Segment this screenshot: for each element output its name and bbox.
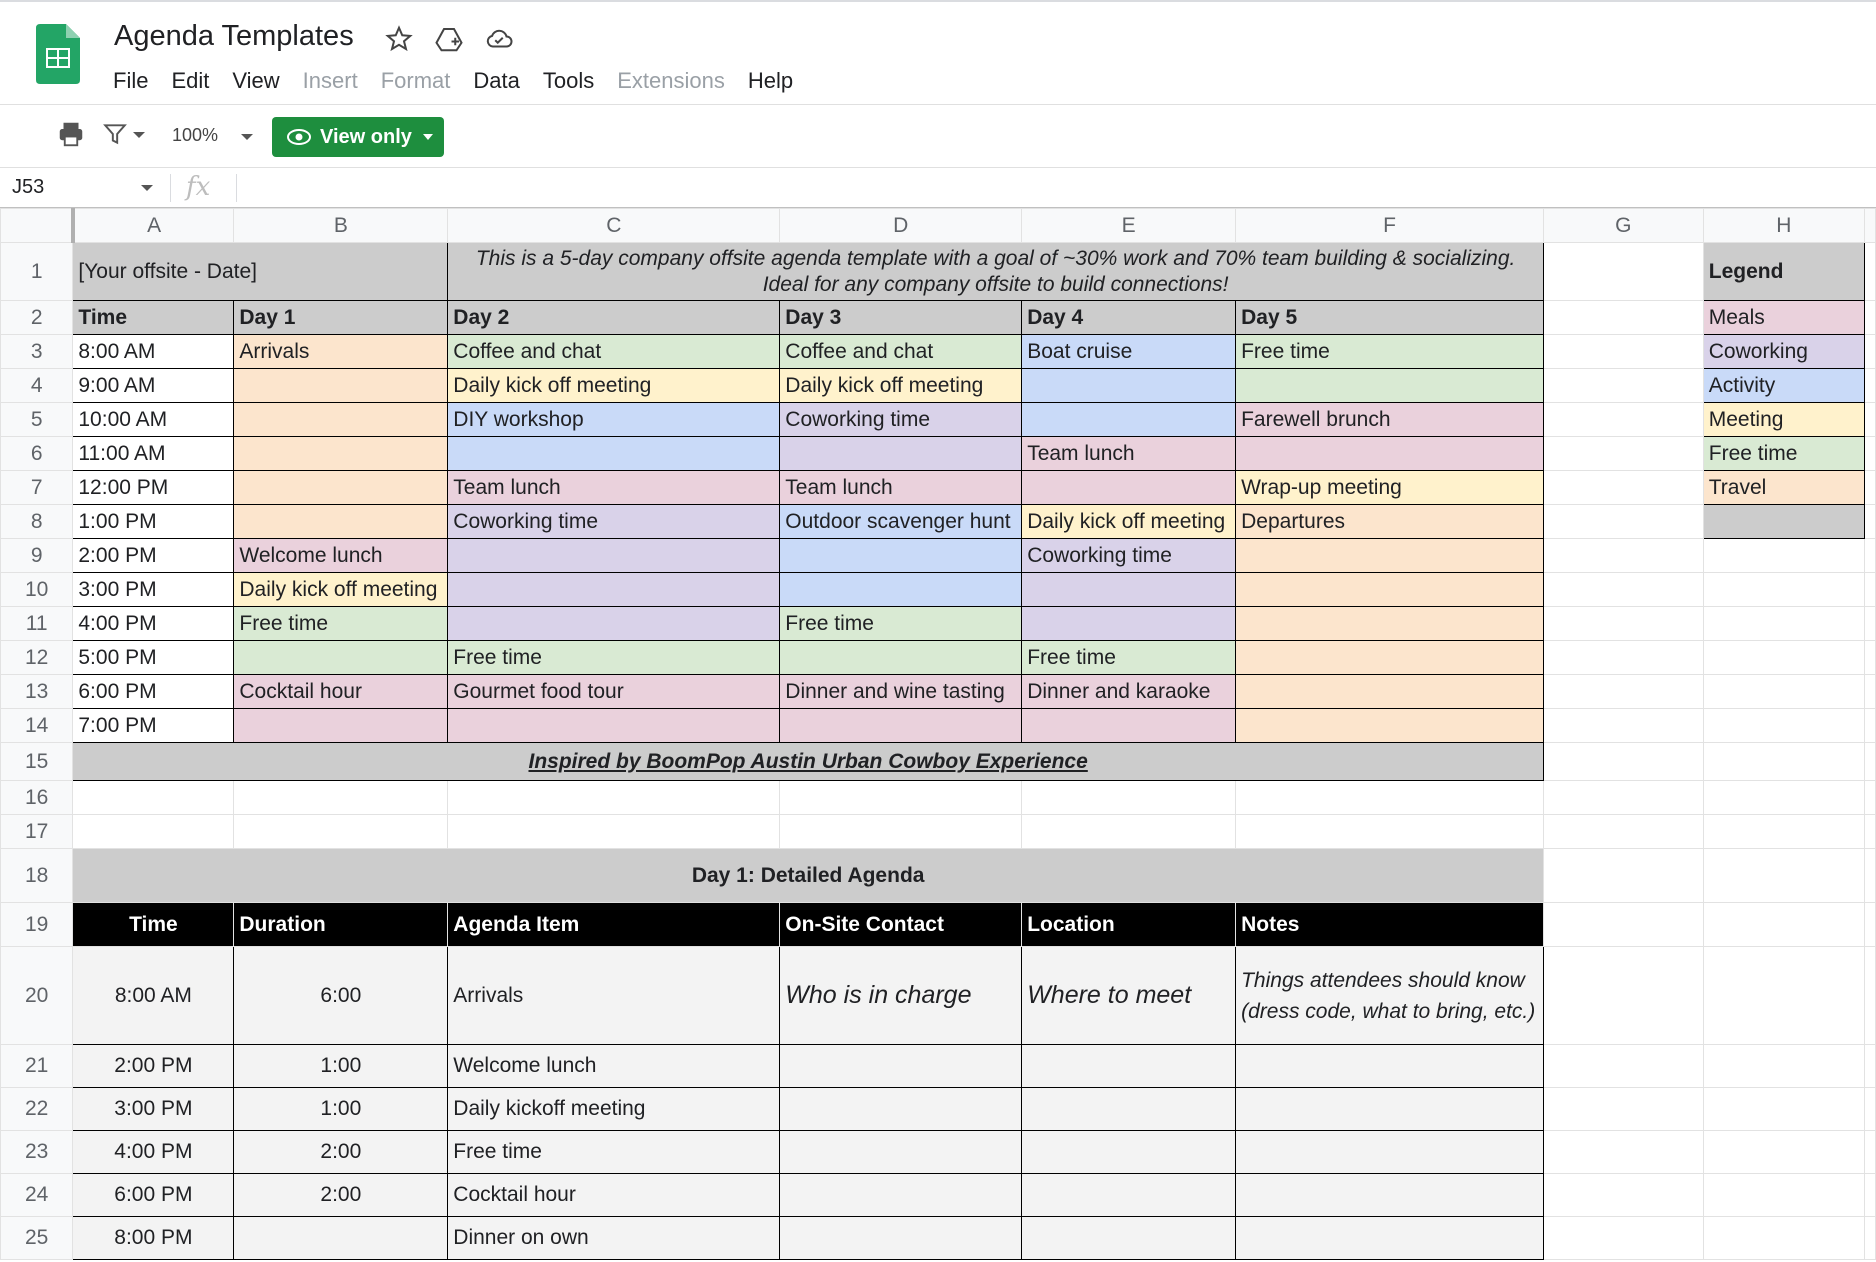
legend-free-time[interactable]: Free time xyxy=(1703,437,1864,471)
star-icon[interactable] xyxy=(384,24,414,54)
column-header-a[interactable]: A xyxy=(73,209,234,243)
cell[interactable] xyxy=(1703,743,1864,781)
schedule-cell[interactable]: Coworking time xyxy=(1022,539,1236,573)
cell[interactable] xyxy=(1543,947,1703,1045)
schedule-cell[interactable]: Coffee and chat xyxy=(780,335,1022,369)
row-header[interactable]: 19 xyxy=(1,903,73,947)
schedule-cell[interactable] xyxy=(234,471,448,505)
cell[interactable] xyxy=(1543,539,1703,573)
cell xyxy=(1864,437,1875,471)
schedule-cell[interactable] xyxy=(234,641,448,675)
schedule-cell[interactable]: Coworking time xyxy=(448,505,780,539)
schedule-cell[interactable] xyxy=(1022,607,1236,641)
schedule-cell[interactable] xyxy=(448,437,780,471)
schedule-cell[interactable] xyxy=(1236,709,1544,743)
detail-time[interactable]: 8:00 AM xyxy=(73,947,234,1045)
cell[interactable] xyxy=(1022,781,1236,815)
row-header[interactable]: 22 xyxy=(1,1088,73,1131)
cell[interactable] xyxy=(1543,369,1703,403)
filter-dropdown-icon[interactable] xyxy=(132,131,146,139)
row-header[interactable]: 2 xyxy=(1,301,73,335)
cell[interactable] xyxy=(1703,947,1864,1045)
column-header-b[interactable]: B xyxy=(234,209,448,243)
schedule-cell[interactable] xyxy=(234,403,448,437)
menu-extensions: Extensions xyxy=(617,68,725,93)
cell xyxy=(1864,947,1875,1045)
cell xyxy=(1864,709,1875,743)
cell[interactable] xyxy=(1543,437,1703,471)
cell[interactable] xyxy=(1543,301,1703,335)
schedule-cell[interactable]: Boat cruise xyxy=(1022,335,1236,369)
filter-icon[interactable] xyxy=(102,119,128,149)
cell xyxy=(1864,743,1875,781)
schedule-cell[interactable]: Coworking time xyxy=(780,403,1022,437)
row-header[interactable]: 20 xyxy=(1,947,73,1045)
cell[interactable] xyxy=(1703,1131,1864,1174)
time-cell[interactable]: 7:00 PM xyxy=(73,709,234,743)
cell[interactable] xyxy=(1543,1088,1703,1131)
chevron-down-icon xyxy=(422,133,434,141)
cell[interactable] xyxy=(1236,815,1544,849)
cell xyxy=(1864,675,1875,709)
formula-divider xyxy=(170,174,171,202)
inspired-by-link[interactable]: Inspired by BoomPop Austin Urban Cowboy Experience xyxy=(73,743,1544,781)
detail-duration[interactable] xyxy=(234,1217,448,1260)
detail-location[interactable] xyxy=(1022,1217,1236,1260)
detail-location[interactable] xyxy=(1022,1088,1236,1131)
column-header-h[interactable]: H xyxy=(1703,209,1864,243)
header-day-2[interactable]: Day 2 xyxy=(448,301,780,335)
detail-duration[interactable]: 6:00 xyxy=(234,947,448,1045)
time-cell[interactable]: 5:00 PM xyxy=(73,641,234,675)
cell xyxy=(1864,539,1875,573)
name-box-dropdown-icon[interactable] xyxy=(140,184,154,192)
header-day-3[interactable]: Day 3 xyxy=(780,301,1022,335)
cell[interactable] xyxy=(1703,709,1864,743)
cell xyxy=(1864,369,1875,403)
formula-divider-2 xyxy=(236,174,237,202)
cell[interactable] xyxy=(234,781,448,815)
cell[interactable] xyxy=(780,781,1022,815)
cell xyxy=(1864,1174,1875,1217)
schedule-cell[interactable]: Dinner and wine tasting xyxy=(780,675,1022,709)
zoom-dropdown-icon[interactable] xyxy=(240,133,254,141)
cell[interactable] xyxy=(1703,573,1864,607)
cell[interactable] xyxy=(1543,849,1703,903)
cell[interactable] xyxy=(1543,815,1703,849)
cell xyxy=(1864,607,1875,641)
cloud-saved-icon[interactable] xyxy=(484,24,514,54)
cell[interactable] xyxy=(1543,1045,1703,1088)
schedule-cell[interactable] xyxy=(1022,471,1236,505)
schedule-cell[interactable] xyxy=(234,437,448,471)
cell[interactable] xyxy=(1543,471,1703,505)
schedule-cell[interactable]: Gourmet food tour xyxy=(448,675,780,709)
cell xyxy=(1864,1045,1875,1088)
schedule-cell[interactable] xyxy=(780,709,1022,743)
detail-duration[interactable]: 2:00 xyxy=(234,1174,448,1217)
cell xyxy=(1864,641,1875,675)
description-line-2: Ideal for any company offsite to build connections! xyxy=(762,272,1229,296)
row-header[interactable]: 16 xyxy=(1,781,73,815)
row-header[interactable]: 4 xyxy=(1,369,73,403)
cell[interactable] xyxy=(1236,781,1544,815)
detail-agenda-item[interactable]: Dinner on own xyxy=(448,1217,780,1260)
time-cell[interactable]: 4:00 PM xyxy=(73,607,234,641)
schedule-cell[interactable]: Team lunch xyxy=(1022,437,1236,471)
detail-location[interactable] xyxy=(1022,1045,1236,1088)
schedule-cell[interactable]: DIY workshop xyxy=(448,403,780,437)
detail-time[interactable]: 6:00 PM xyxy=(73,1174,234,1217)
schedule-cell[interactable] xyxy=(1236,573,1544,607)
time-cell[interactable]: 3:00 PM xyxy=(73,573,234,607)
cell[interactable] xyxy=(1703,849,1864,903)
schedule-cell[interactable]: Cocktail hour xyxy=(234,675,448,709)
schedule-cell[interactable] xyxy=(1022,573,1236,607)
cell[interactable] xyxy=(73,781,234,815)
move-to-drive-icon[interactable] xyxy=(434,24,464,54)
detail-duration[interactable]: 1:00 xyxy=(234,1045,448,1088)
column-header-e[interactable]: E xyxy=(1022,209,1236,243)
detail-duration[interactable]: 2:00 xyxy=(234,1131,448,1174)
detail-agenda-item[interactable]: Free time xyxy=(448,1131,780,1174)
detail-agenda-item[interactable]: Arrivals xyxy=(448,947,780,1045)
detail-contact[interactable] xyxy=(780,1131,1022,1174)
document-title[interactable]: Agenda Templates xyxy=(114,20,354,52)
schedule-cell[interactable]: Dinner and karaoke xyxy=(1022,675,1236,709)
detail-notes[interactable] xyxy=(1236,1174,1544,1217)
cell xyxy=(1864,1217,1875,1260)
cell[interactable] xyxy=(780,815,1022,849)
detail-notes[interactable] xyxy=(1236,1045,1544,1088)
schedule-cell[interactable]: Departures xyxy=(1236,505,1544,539)
row-header[interactable]: 14 xyxy=(1,709,73,743)
row-header[interactable]: 5 xyxy=(1,403,73,437)
schedule-cell[interactable] xyxy=(1236,539,1544,573)
menu-tools[interactable]: Tools xyxy=(542,68,595,93)
detail-notes[interactable]: Things attendees should know (dress code, what to bring, etc.) xyxy=(1236,947,1544,1045)
detail-header-time[interactable]: Time xyxy=(73,903,234,947)
cell[interactable] xyxy=(1022,815,1236,849)
column-header-g[interactable]: G xyxy=(1543,209,1703,243)
detail-duration[interactable]: 1:00 xyxy=(234,1088,448,1131)
schedule-cell[interactable] xyxy=(1236,607,1544,641)
cell xyxy=(1864,1131,1875,1174)
cell xyxy=(1864,243,1875,301)
time-cell[interactable]: 12:00 PM xyxy=(73,471,234,505)
schedule-cell[interactable] xyxy=(780,641,1022,675)
select-all-corner[interactable] xyxy=(1,209,73,243)
header-day-4[interactable]: Day 4 xyxy=(1022,301,1236,335)
schedule-cell[interactable] xyxy=(1022,709,1236,743)
row-header[interactable]: 3 xyxy=(1,335,73,369)
schedule-cell[interactable]: Free time xyxy=(234,607,448,641)
app-header xyxy=(0,0,1876,104)
detail-time[interactable]: 8:00 PM xyxy=(73,1217,234,1260)
detail-agenda-item[interactable]: Welcome lunch xyxy=(448,1045,780,1088)
cell[interactable] xyxy=(1703,539,1864,573)
cell[interactable] xyxy=(1703,607,1864,641)
time-cell[interactable]: 1:00 PM xyxy=(73,505,234,539)
schedule-cell[interactable]: Welcome lunch xyxy=(234,539,448,573)
cell[interactable] xyxy=(1543,607,1703,641)
detail-header-contact[interactable]: On-Site Contact xyxy=(780,903,1022,947)
formula-bar xyxy=(0,168,1876,208)
menu-view[interactable]: View xyxy=(232,68,280,93)
schedule-cell[interactable] xyxy=(1236,369,1544,403)
time-cell[interactable]: 10:00 AM xyxy=(73,403,234,437)
cell[interactable] xyxy=(448,815,780,849)
detail-contact[interactable] xyxy=(780,1088,1022,1131)
cell[interactable] xyxy=(234,815,448,849)
detail-header-agenda-item[interactable]: Agenda Item xyxy=(448,903,780,947)
name-box[interactable]: J53 xyxy=(12,176,45,198)
cell xyxy=(1864,1088,1875,1131)
schedule-cell[interactable] xyxy=(448,573,780,607)
cell[interactable] xyxy=(1543,903,1703,947)
detail-notes[interactable] xyxy=(1236,1217,1544,1260)
row-header[interactable]: 11 xyxy=(1,607,73,641)
fx-icon: fx xyxy=(186,172,211,202)
schedule-cell[interactable]: Free time xyxy=(1236,335,1544,369)
legend-travel[interactable]: Travel xyxy=(1703,471,1864,505)
schedule-cell[interactable] xyxy=(448,539,780,573)
column-header-f[interactable]: F xyxy=(1236,209,1544,243)
cell[interactable] xyxy=(1703,675,1864,709)
detail-time[interactable]: 2:00 PM xyxy=(73,1045,234,1088)
cell[interactable] xyxy=(1703,781,1864,815)
detail-time[interactable]: 3:00 PM xyxy=(73,1088,234,1131)
row-header[interactable]: 8 xyxy=(1,505,73,539)
legend-coworking[interactable]: Coworking xyxy=(1703,335,1864,369)
cell[interactable] xyxy=(1543,1131,1703,1174)
legend-meals[interactable]: Meals xyxy=(1703,301,1864,335)
schedule-cell[interactable] xyxy=(234,709,448,743)
view-only-label: View only xyxy=(320,125,412,148)
row-header[interactable]: 9 xyxy=(1,539,73,573)
header-day-5[interactable]: Day 5 xyxy=(1236,301,1544,335)
cell xyxy=(1864,903,1875,947)
detail-location[interactable] xyxy=(1022,1131,1236,1174)
cell xyxy=(1864,505,1875,539)
legend-meeting[interactable]: Meeting xyxy=(1703,403,1864,437)
menu-format: Format xyxy=(380,68,451,93)
cell[interactable] xyxy=(1543,505,1703,539)
header-day-1[interactable]: Day 1 xyxy=(234,301,448,335)
detailed-agenda-title[interactable]: Day 1: Detailed Agenda xyxy=(73,849,1544,903)
schedule-cell[interactable]: Free time xyxy=(448,641,780,675)
menu-bar xyxy=(113,68,816,94)
schedule-cell[interactable] xyxy=(1236,675,1544,709)
detail-contact[interactable] xyxy=(780,1217,1022,1260)
row-header[interactable]: 6 xyxy=(1,437,73,471)
cell[interactable] xyxy=(1703,1088,1864,1131)
cell xyxy=(1864,335,1875,369)
schedule-cell[interactable] xyxy=(1236,437,1544,471)
schedule-cell[interactable] xyxy=(780,539,1022,573)
cell[interactable] xyxy=(1543,781,1703,815)
row-header[interactable]: 25 xyxy=(1,1217,73,1260)
time-cell[interactable]: 11:00 AM xyxy=(73,437,234,471)
schedule-cell[interactable]: Daily kick off meeting xyxy=(234,573,448,607)
cell[interactable] xyxy=(1543,403,1703,437)
schedule-cell[interactable] xyxy=(780,437,1022,471)
cell xyxy=(1864,815,1875,849)
time-cell[interactable]: 8:00 AM xyxy=(73,335,234,369)
schedule-cell[interactable]: Arrivals xyxy=(234,335,448,369)
header-time[interactable]: Time xyxy=(73,301,234,335)
schedule-cell[interactable] xyxy=(234,505,448,539)
schedule-cell[interactable]: Daily kick off meeting xyxy=(1022,505,1236,539)
schedule-cell[interactable] xyxy=(234,369,448,403)
time-cell[interactable]: 2:00 PM xyxy=(73,539,234,573)
menu-file[interactable]: File xyxy=(113,68,149,93)
cell[interactable] xyxy=(1543,243,1703,301)
detail-notes[interactable] xyxy=(1236,1131,1544,1174)
detail-header-location[interactable]: Location xyxy=(1022,903,1236,947)
cell[interactable] xyxy=(73,815,234,849)
legend-blank[interactable] xyxy=(1703,505,1864,539)
schedule-cell[interactable]: Daily kick off meeting xyxy=(448,369,780,403)
sheets-logo-icon[interactable] xyxy=(36,24,80,84)
row-header[interactable]: 7 xyxy=(1,471,73,505)
eye-icon xyxy=(286,127,312,147)
schedule-cell[interactable]: Team lunch xyxy=(780,471,1022,505)
detail-time[interactable]: 4:00 PM xyxy=(73,1131,234,1174)
cell[interactable] xyxy=(448,781,780,815)
row-header[interactable]: 13 xyxy=(1,675,73,709)
detail-notes[interactable] xyxy=(1236,1088,1544,1131)
cell xyxy=(1864,573,1875,607)
row-header[interactable]: 17 xyxy=(1,815,73,849)
cell[interactable] xyxy=(1703,1174,1864,1217)
schedule-cell[interactable]: Outdoor scavenger hunt xyxy=(780,505,1022,539)
cell[interactable] xyxy=(1543,573,1703,607)
schedule-cell[interactable] xyxy=(780,573,1022,607)
time-cell[interactable]: 9:00 AM xyxy=(73,369,234,403)
cell[interactable] xyxy=(1543,1174,1703,1217)
row-header[interactable]: 18 xyxy=(1,849,73,903)
zoom-select[interactable]: 100% xyxy=(172,125,219,145)
detail-location[interactable]: Where to meet xyxy=(1022,947,1236,1045)
cell[interactable] xyxy=(1543,335,1703,369)
schedule-cell[interactable]: Wrap-up meeting xyxy=(1236,471,1544,505)
cell[interactable] xyxy=(1703,1045,1864,1088)
offsite-title[interactable]: [Your offsite - Date] xyxy=(73,243,448,301)
cell[interactable] xyxy=(1703,815,1864,849)
schedule-cell[interactable]: Farewell brunch xyxy=(1236,403,1544,437)
menu-insert: Insert xyxy=(302,68,358,93)
cell[interactable] xyxy=(1703,641,1864,675)
schedule-cell[interactable]: Coffee and chat xyxy=(448,335,780,369)
column-header-edge xyxy=(1864,209,1875,243)
schedule-cell[interactable]: Team lunch xyxy=(448,471,780,505)
cell[interactable] xyxy=(1543,641,1703,675)
schedule-cell[interactable]: Free time xyxy=(780,607,1022,641)
description-line-1: This is a 5-day company offsite agenda template with a goal of ~30% work and 70% team building & socializing. xyxy=(475,246,1516,270)
row-header[interactable]: 23 xyxy=(1,1131,73,1174)
legend-title[interactable]: Legend xyxy=(1703,243,1864,301)
detail-contact[interactable]: Who is in charge xyxy=(780,947,1022,1045)
cell[interactable] xyxy=(1543,743,1703,781)
legend-activity[interactable]: Activity xyxy=(1703,369,1864,403)
column-header-d[interactable]: D xyxy=(780,209,1022,243)
row-header[interactable]: 10 xyxy=(1,573,73,607)
schedule-cell[interactable] xyxy=(1236,641,1544,675)
schedule-cell[interactable] xyxy=(1022,403,1236,437)
schedule-cell[interactable]: Free time xyxy=(1022,641,1236,675)
cell xyxy=(1864,403,1875,437)
cell xyxy=(1864,301,1875,335)
detail-contact[interactable] xyxy=(780,1045,1022,1088)
offsite-description[interactable] xyxy=(448,243,1544,301)
schedule-cell[interactable] xyxy=(448,607,780,641)
detail-agenda-item[interactable]: Cocktail hour xyxy=(448,1174,780,1217)
menu-data[interactable]: Data xyxy=(473,68,520,93)
schedule-cell[interactable] xyxy=(1022,369,1236,403)
cell xyxy=(1864,781,1875,815)
row-header[interactable]: 1 xyxy=(1,243,73,301)
schedule-cell[interactable]: Daily kick off meeting xyxy=(780,369,1022,403)
menu-help[interactable]: Help xyxy=(747,68,794,93)
detail-location[interactable] xyxy=(1022,1174,1236,1217)
cell[interactable] xyxy=(1543,1217,1703,1260)
cell[interactable] xyxy=(1703,1217,1864,1260)
detail-header-notes[interactable]: Notes xyxy=(1236,903,1544,947)
column-header-c[interactable]: C xyxy=(448,209,780,243)
detail-contact[interactable] xyxy=(780,1174,1022,1217)
cell[interactable] xyxy=(1543,675,1703,709)
sheet-table xyxy=(0,208,1876,1260)
row-header[interactable]: 12 xyxy=(1,641,73,675)
menu-edit[interactable]: Edit xyxy=(171,68,210,93)
row-header[interactable]: 21 xyxy=(1,1045,73,1088)
view-only-button[interactable] xyxy=(272,117,444,157)
time-cell[interactable]: 6:00 PM xyxy=(73,675,234,709)
row-header[interactable]: 15 xyxy=(1,743,73,781)
detail-header-duration[interactable]: Duration xyxy=(234,903,448,947)
cell[interactable] xyxy=(1543,709,1703,743)
cell[interactable] xyxy=(1703,903,1864,947)
formula-input[interactable] xyxy=(250,172,1850,204)
schedule-cell[interactable] xyxy=(448,709,780,743)
detail-agenda-item[interactable]: Daily kickoff meeting xyxy=(448,1088,780,1131)
cell xyxy=(1864,849,1875,903)
toolbar xyxy=(0,104,1876,168)
spreadsheet-grid xyxy=(0,208,1876,1262)
cell xyxy=(1864,471,1875,505)
print-icon[interactable] xyxy=(56,119,86,149)
row-header[interactable]: 24 xyxy=(1,1174,73,1217)
